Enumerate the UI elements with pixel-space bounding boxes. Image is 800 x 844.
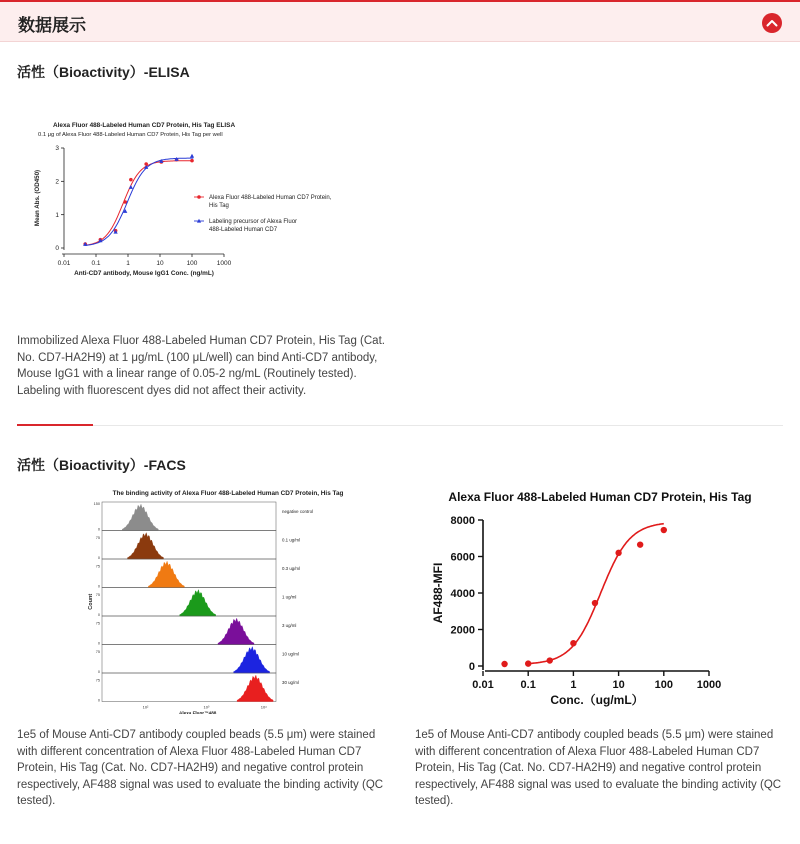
section-divider [17,425,783,426]
data-point [547,657,553,663]
data-point [129,185,133,189]
y-axis-label: Mean Abs. (OD450) [34,169,41,227]
y-tick-label: 0 [97,698,100,703]
chart-title: Alexa Fluor 488-Labeled Human CD7 Protein, His Tag [448,490,752,504]
legend-label: Labeling precursor of Alexa Fluor 488-Labeled Human CD7 [209,219,298,233]
chevron-up-icon [766,18,778,28]
chart-title: Alexa Fluor 488-Labeled Human CD7 Protein, His Tag ELISA [53,122,236,129]
series-label: 30 ug/ml [282,680,299,685]
series-label: negative control [282,509,313,514]
y-tick-label: 2 [55,178,59,186]
data-point [661,527,667,533]
facs-description-line: Protein, His Tag (Cat. No. CD7-HA2H9) and negative control protein [415,762,762,774]
elisa-description-line: Mouse IgG1 with a linear range of 0.05-2 ng/mL (Routinely tested). [17,368,357,380]
facs-description-line: tested). [17,795,56,807]
facs-description-line: respectively, AF488 signal was used to evaluate the binding activity (QC [17,778,384,791]
chart-subtitle: 0.1 μg of Alexa Fluor 488-Labeled Human CD7 Protein, His Tag per well [38,132,223,138]
x-tick-label: 0.01 [472,679,494,691]
histogram-panel [102,531,276,560]
y-tick-label: 3 [55,145,59,153]
y-tick-label: 75 [95,621,100,626]
x-tick-label: 100 [654,679,673,691]
data-point [570,640,576,646]
legend-marker [197,195,201,199]
elisa-chart [28,116,388,288]
histogram-peak [128,533,164,559]
section-divider-accent [17,424,93,426]
series-line [85,158,193,245]
x-axis-label: Alexa Fluor™488 [179,710,217,714]
fit-curve [528,524,664,664]
y-axis-label: AF488-MFI [431,562,445,624]
y-tick-label: 0 [97,613,100,618]
facs-description-left [17,727,383,810]
section-header-title: 数据展示 [18,16,86,35]
x-tick-label: 0.1 [91,260,101,267]
x-tick-label: 10 [156,260,164,267]
x-tick-label: 100 [186,260,198,267]
histogram-peak [122,504,158,530]
series-label: 0.1 ug/ml [282,537,301,543]
histogram-peak [237,675,273,701]
data-point [190,154,194,158]
histogram-panel [102,559,276,588]
data-point [129,178,133,182]
y-tick-label: 8000 [450,515,475,527]
series-line [85,161,193,246]
x-tick-label: 0.01 [57,260,71,267]
y-axis-label: Count [88,593,94,610]
elisa-description-line: Labeling with fluorescent dyes did not affect their activity. [17,384,307,397]
y-tick-label: 4000 [450,588,475,600]
y-tick-label: 75 [95,536,100,541]
elisa-description [17,333,385,399]
mfi-dose-response-chart [425,486,755,714]
collapse-toggle-button[interactable] [762,13,782,33]
facs-description-line: tested). [415,795,454,807]
y-tick-label: 0 [97,527,100,532]
y-tick-label: 75 [95,678,100,683]
y-tick-label: 75 [95,564,100,569]
x-tick-label: 10 [612,679,625,691]
y-tick-label: 0 [97,584,100,589]
facs-description-line: 1e5 of Mouse Anti-CD7 antibody coupled beads (5.5 μm) were stained [415,729,774,741]
data-point [525,660,531,666]
chart-title: The binding activity of Alexa Fluor 488-Labeled Human CD7 Protein, His Tag [112,490,344,497]
y-tick-label: 0 [55,245,59,253]
facs-description-right [415,727,781,810]
elisa-description-line: Immobilized Alexa Fluor 488-Labeled Human CD7 Protein, His Tag (Cat. [17,335,385,347]
data-point [190,159,194,163]
y-tick-label: 0 [97,556,100,561]
x-tick-label: 1000 [696,679,722,691]
section-header [0,0,800,42]
y-tick-label: 0 [97,641,100,646]
x-tick-label: 1 [126,260,130,267]
series-label: 0.3 ug/ml [282,566,301,571]
y-tick-label: 6000 [450,551,475,564]
facs-description-line: with different concentration of Alexa Fluor 488-Labeled Human CD7 [17,745,362,758]
y-tick-label: 0 [97,670,100,675]
data-point [501,661,507,667]
facs-histogram-chart [84,486,374,714]
histogram-peak [234,647,270,673]
x-axis-label: Anti-CD7 antibody, Mouse IgG1 Conc. (ng/mL) [74,270,214,277]
series-label: 3 ug/ml [282,623,297,628]
facs-description-line: Protein, His Tag (Cat. No. CD7-HA2H9) and negative control protein [17,762,364,774]
x-tick-label: 0.1 [520,679,536,691]
facs-description-line: 1e5 of Mouse Anti-CD7 antibody coupled beads (5.5 μm) were stained [17,729,376,741]
legend-label: Alexa Fluor 488-Labeled Human CD7 Protein, His Tag [209,195,332,209]
y-tick-label: 1 [55,211,59,219]
elisa-section-title: 活性（Bioactivity）-ELISA [17,64,190,80]
x-tick-label: 10⁴ [260,704,267,710]
data-point [592,600,598,606]
facs-section-title: 活性（Bioactivity）-FACS [17,457,186,473]
x-tick-label: 1 [570,679,577,691]
y-tick-label: 2000 [450,624,475,637]
y-tick-label: 0 [468,661,475,673]
y-tick-label: 150 [93,501,100,506]
x-tick-label: 10³ [203,704,210,710]
x-tick-label: 10² [142,704,149,710]
facs-description-line: respectively, AF488 signal was used to evaluate the binding activity (QC [415,778,782,791]
data-point [637,541,643,547]
histogram-peak [180,590,216,616]
y-tick-label: 75 [95,650,100,655]
y-tick-label: 75 [95,593,100,598]
x-axis-label: Conc.（ug/mL） [550,693,644,707]
series-label: 1 ug/ml [282,594,297,600]
elisa-description-line: No. CD7-HA2H9) at 1 μg/mL (100 μL/well) can bind Anti-CD7 antibody, [17,351,378,364]
histogram-peak [218,618,254,644]
x-tick-label: 1000 [216,260,232,267]
series-label: 10 ug/ml [282,651,299,657]
histogram-peak [148,561,184,587]
data-point [615,550,621,556]
facs-description-line: with different concentration of Alexa Fluor 488-Labeled Human CD7 [415,745,760,758]
